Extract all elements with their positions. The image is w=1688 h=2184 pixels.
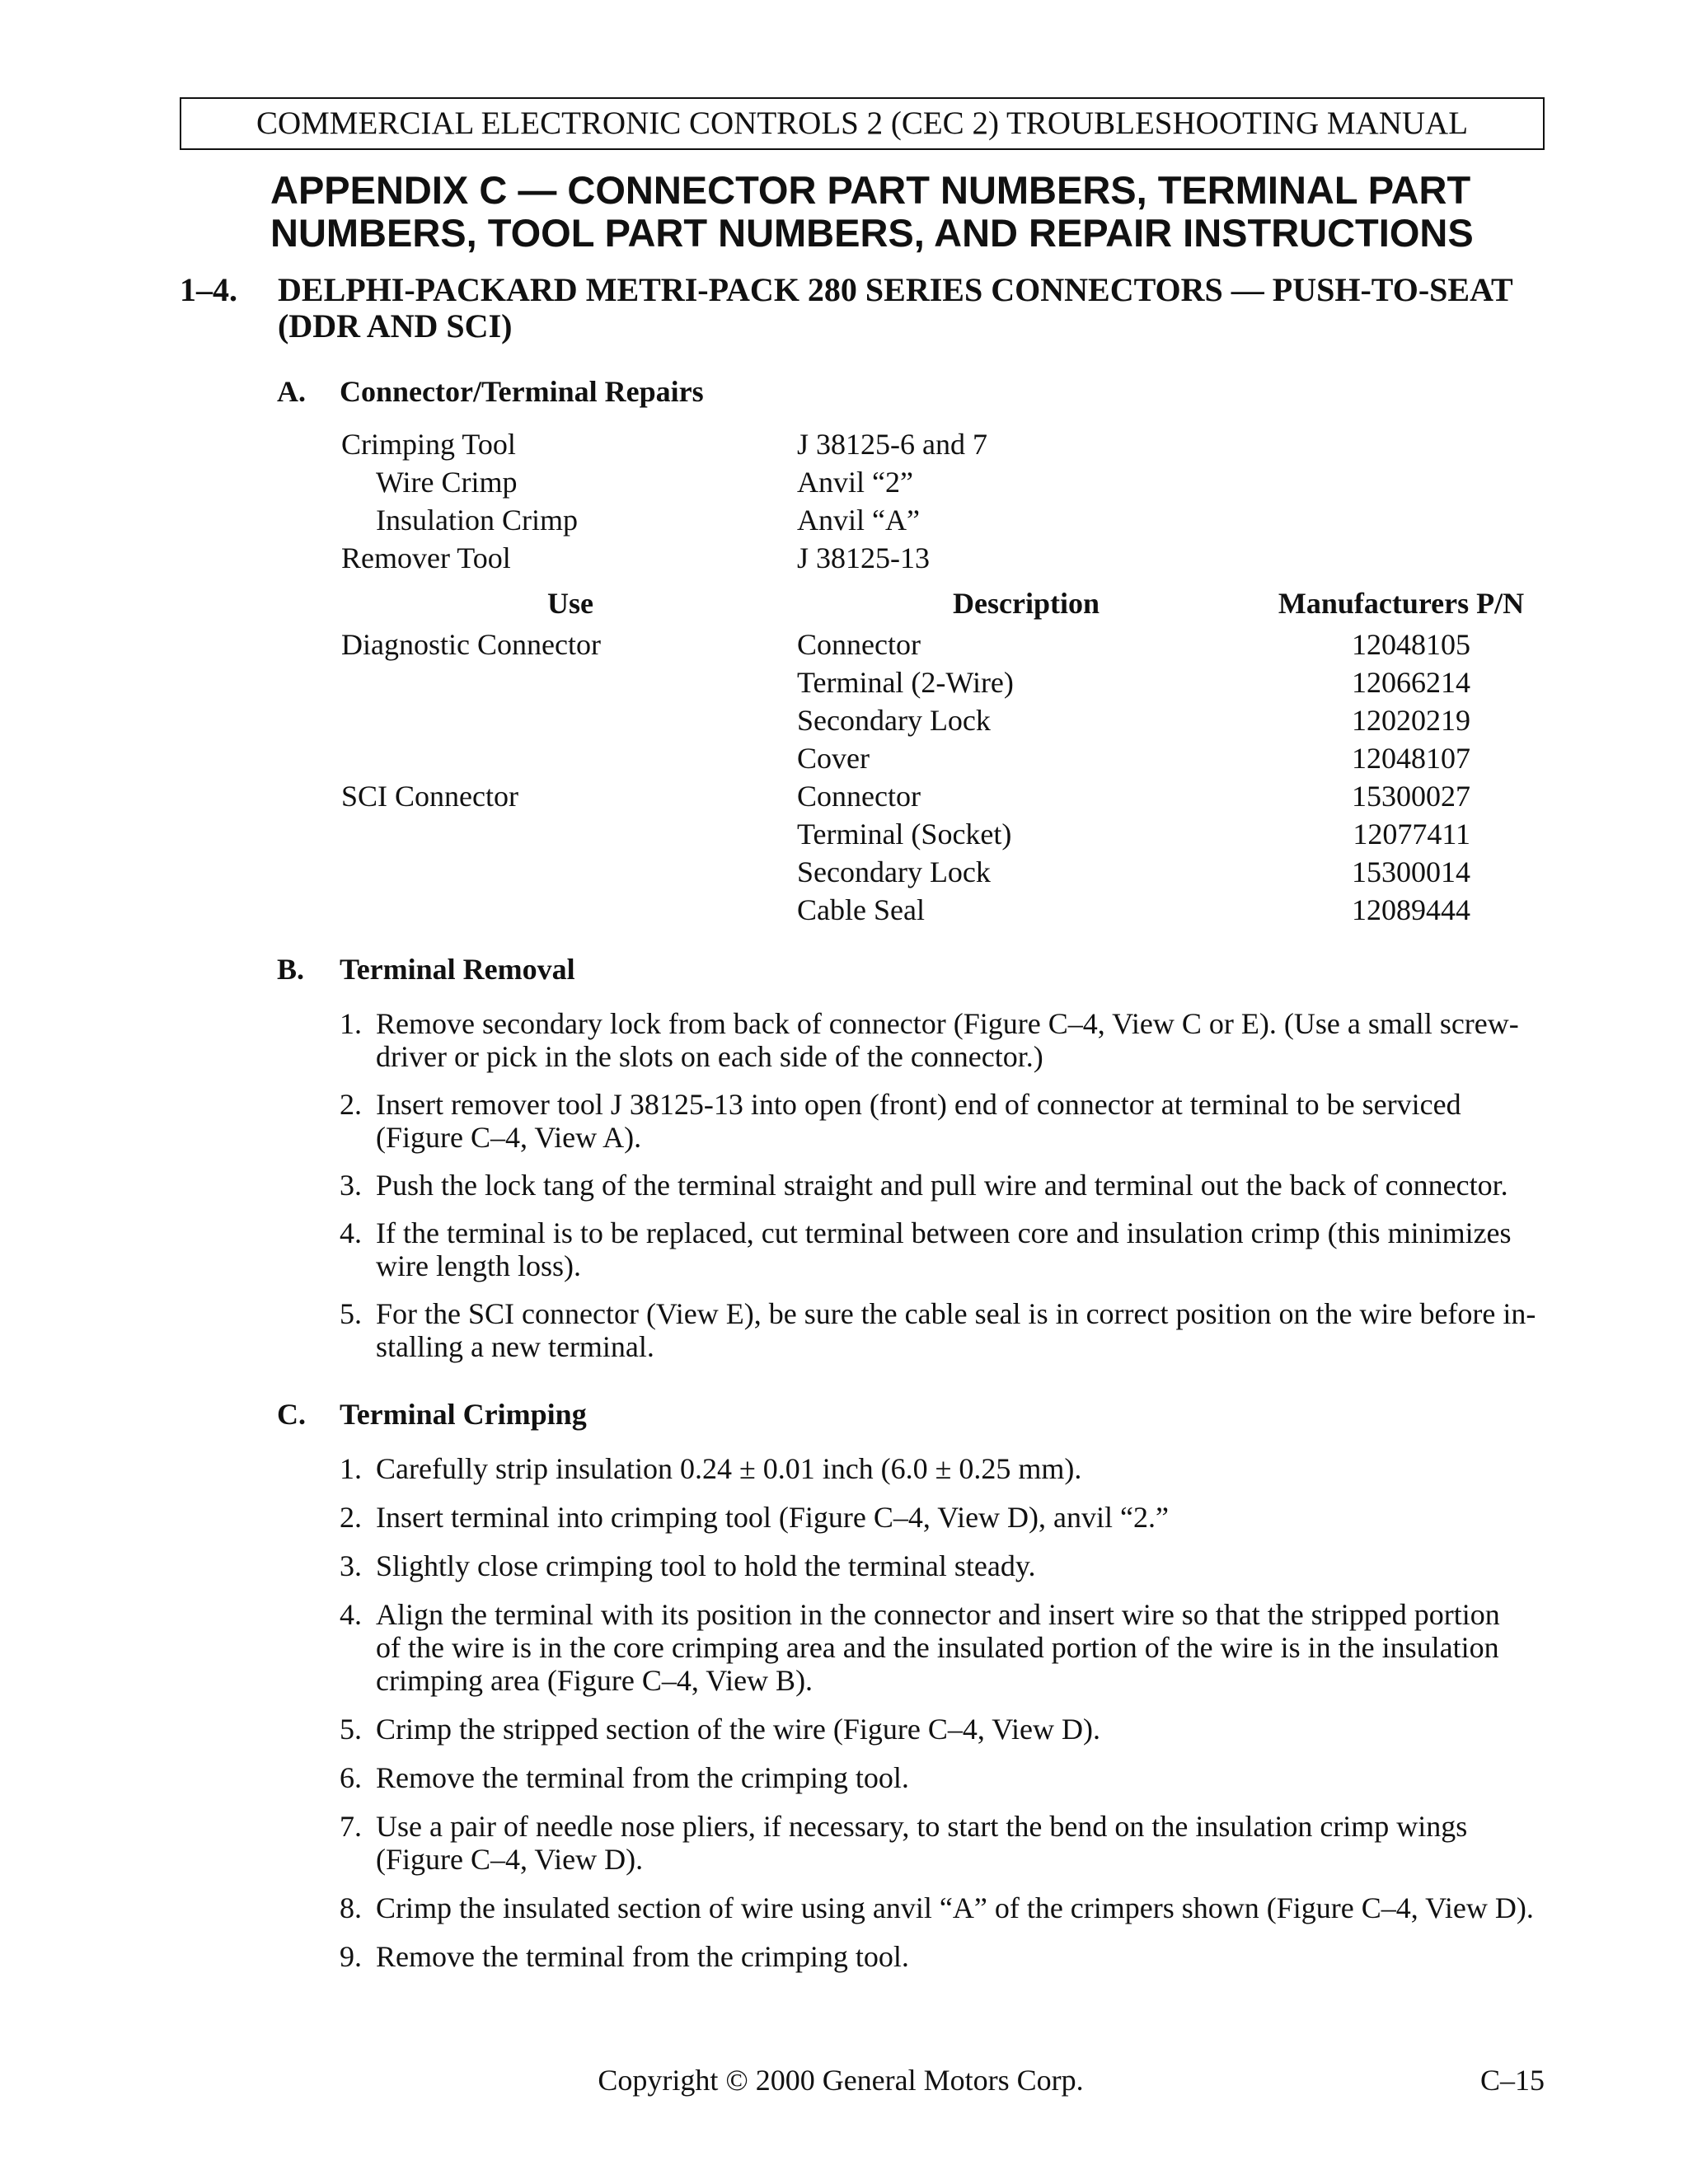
step-text bbox=[376, 1713, 1555, 1746]
step-text bbox=[376, 1169, 1555, 1202]
list-item bbox=[340, 1501, 1555, 1534]
step-text bbox=[376, 1810, 1555, 1876]
list-item bbox=[340, 1088, 1555, 1154]
list-item bbox=[340, 1891, 1555, 1924]
removal-steps bbox=[340, 1007, 1555, 1363]
step-line: Remove the terminal from the crimping tool. bbox=[376, 1761, 909, 1794]
step-text bbox=[376, 1891, 1555, 1924]
step-text bbox=[376, 1007, 1555, 1073]
table-header-description: Description bbox=[953, 587, 1100, 620]
list-item bbox=[340, 1216, 1555, 1282]
step-line: driver or pick in the slots on each side of the connector.) bbox=[376, 1040, 1043, 1073]
table-cell-description: Cover bbox=[797, 742, 870, 775]
table-header-part-number: Manufacturers P/N bbox=[1278, 587, 1525, 620]
section-title-line: DELPHI-PACKARD METRI-PACK 280 SERIES CONNECTORS — PUSH-TO-SEAT bbox=[278, 271, 1513, 308]
section-number: 1–4. bbox=[180, 271, 237, 308]
step-line: wire length loss). bbox=[376, 1249, 581, 1282]
copyright-notice: Copyright © 2000 General Motors Corp. bbox=[598, 2064, 1084, 2097]
step-line: Remove the terminal from the crimping tool. bbox=[376, 1940, 909, 1973]
list-item bbox=[340, 1452, 1555, 1485]
step-line: For the SCI connector (View E), be sure the cable seal is in correct position on the wire before in- bbox=[376, 1297, 1536, 1330]
list-item bbox=[340, 1169, 1555, 1202]
step-text bbox=[376, 1452, 1555, 1485]
step-number: 6. bbox=[340, 1761, 362, 1794]
tool-name: Remover Tool bbox=[341, 541, 511, 574]
table-cell-part-number: 15300014 bbox=[1352, 855, 1470, 888]
step-number: 5. bbox=[340, 1297, 362, 1330]
list-item bbox=[340, 1549, 1555, 1582]
list-item bbox=[340, 1297, 1555, 1363]
step-number: 1. bbox=[340, 1007, 362, 1040]
step-number: 2. bbox=[340, 1501, 362, 1534]
manual-title: COMMERCIAL ELECTRONIC CONTROLS 2 (CEC 2) TROUBLESHOOTING MANUAL bbox=[256, 105, 1469, 141]
step-line: Use a pair of needle nose pliers, if necessary, to start the bend on the insulation crimp wings bbox=[376, 1810, 1468, 1843]
table-cell-description: Connector bbox=[797, 628, 921, 661]
list-item bbox=[340, 1598, 1555, 1697]
list-item bbox=[340, 1713, 1555, 1746]
tool-value: Anvil “2” bbox=[797, 466, 913, 499]
table-cell-part-number: 12048105 bbox=[1352, 628, 1470, 661]
tool-name: Wire Crimp bbox=[376, 466, 518, 499]
table-cell-part-number: 12020219 bbox=[1352, 704, 1470, 737]
appendix-title-line: APPENDIX C — CONNECTOR PART NUMBERS, TERMINAL PART bbox=[270, 168, 1471, 212]
step-line: Crimp the stripped section of the wire (Figure C–4, View D). bbox=[376, 1713, 1101, 1746]
table-cell-part-number: 12077411 bbox=[1353, 818, 1470, 851]
step-line: Slightly close crimping tool to hold the terminal steady. bbox=[376, 1549, 1036, 1582]
step-number: 7. bbox=[340, 1810, 362, 1843]
table-cell-description: Connector bbox=[797, 780, 921, 813]
tool-value: J 38125-13 bbox=[797, 541, 930, 574]
table-cell-description: Terminal (Socket) bbox=[797, 818, 1012, 851]
step-line: If the terminal is to be replaced, cut terminal between core and insulation crimp (this minimizes bbox=[376, 1216, 1512, 1249]
step-text bbox=[376, 1598, 1555, 1697]
table-cell-part-number: 12089444 bbox=[1352, 893, 1470, 926]
step-line: (Figure C–4, View A). bbox=[376, 1121, 642, 1154]
step-text bbox=[376, 1216, 1555, 1282]
tool-value: J 38125-6 and 7 bbox=[797, 428, 987, 461]
subsection-title: Terminal Removal bbox=[340, 953, 575, 986]
subsection-letter: A. bbox=[277, 375, 306, 408]
step-text bbox=[376, 1940, 1555, 1973]
table-cell-use: Diagnostic Connector bbox=[341, 628, 601, 661]
subsection-title: Connector/Terminal Repairs bbox=[340, 375, 704, 408]
subsection-letter: C. bbox=[277, 1398, 306, 1431]
step-line: stalling a new terminal. bbox=[376, 1330, 654, 1363]
table-cell-description: Secondary Lock bbox=[797, 855, 991, 888]
section-title bbox=[278, 272, 1564, 344]
step-line: Push the lock tang of the terminal straight and pull wire and terminal out the back of connector. bbox=[376, 1169, 1508, 1202]
step-number: 5. bbox=[340, 1713, 362, 1746]
tool-value: Anvil “A” bbox=[797, 504, 920, 537]
step-line: Carefully strip insulation 0.24 ± 0.01 inch (6.0 ± 0.25 mm). bbox=[376, 1452, 1082, 1485]
table-cell-description: Cable Seal bbox=[797, 893, 925, 926]
step-line: (Figure C–4, View D). bbox=[376, 1843, 644, 1876]
step-line: of the wire is in the core crimping area and the insulated portion of the wire is in the insulation bbox=[376, 1631, 1499, 1664]
manual-header bbox=[180, 97, 1545, 150]
list-item bbox=[340, 1940, 1555, 1973]
table-cell-use: SCI Connector bbox=[341, 780, 518, 813]
list-item bbox=[340, 1007, 1555, 1073]
step-number: 9. bbox=[340, 1940, 362, 1973]
table-cell-part-number: 15300027 bbox=[1352, 780, 1470, 813]
list-item bbox=[340, 1761, 1555, 1794]
page-number: C–15 bbox=[1479, 2064, 1545, 2097]
table-cell-part-number: 12066214 bbox=[1352, 666, 1470, 699]
table-cell-description: Secondary Lock bbox=[797, 704, 991, 737]
subsection-letter: B. bbox=[277, 953, 305, 986]
tool-name: Crimping Tool bbox=[341, 428, 516, 461]
step-text bbox=[376, 1501, 1555, 1534]
crimping-steps bbox=[340, 1452, 1555, 1973]
appendix-title bbox=[270, 169, 1589, 255]
step-number: 4. bbox=[340, 1216, 362, 1249]
subsection-title: Terminal Crimping bbox=[340, 1398, 587, 1431]
appendix-title-line: NUMBERS, TOOL PART NUMBERS, AND REPAIR INSTRUCTIONS bbox=[270, 211, 1474, 255]
step-line: Remove secondary lock from back of connector (Figure C–4, View C or E). (Use a small screw- bbox=[376, 1007, 1519, 1040]
section-title-line: (DDR AND SCI) bbox=[278, 307, 513, 344]
step-line: Crimp the insulated section of wire using anvil “A” of the crimpers shown (Figure C–4, View D). bbox=[376, 1891, 1534, 1924]
step-number: 2. bbox=[340, 1088, 362, 1121]
step-text bbox=[376, 1761, 1555, 1794]
table-header-use: Use bbox=[547, 587, 593, 620]
step-number: 1. bbox=[340, 1452, 362, 1485]
step-line: Align the terminal with its position in the connector and insert wire so that the stripped portion bbox=[376, 1598, 1500, 1631]
step-number: 3. bbox=[340, 1169, 362, 1202]
table-cell-description: Terminal (2-Wire) bbox=[797, 666, 1014, 699]
step-text bbox=[376, 1297, 1555, 1363]
list-item bbox=[340, 1810, 1555, 1876]
step-text bbox=[376, 1549, 1555, 1582]
step-text bbox=[376, 1088, 1555, 1154]
step-number: 8. bbox=[340, 1891, 362, 1924]
step-line: Insert remover tool J 38125-13 into open (front) end of connector at terminal to be serviced bbox=[376, 1088, 1461, 1121]
step-number: 3. bbox=[340, 1549, 362, 1582]
step-line: Insert terminal into crimping tool (Figure C–4, View D), anvil “2.” bbox=[376, 1501, 1169, 1534]
tool-name: Insulation Crimp bbox=[376, 504, 578, 537]
table-cell-part-number: 12048107 bbox=[1352, 742, 1470, 775]
step-line: crimping area (Figure C–4, View B). bbox=[376, 1664, 814, 1697]
step-number: 4. bbox=[340, 1598, 362, 1631]
